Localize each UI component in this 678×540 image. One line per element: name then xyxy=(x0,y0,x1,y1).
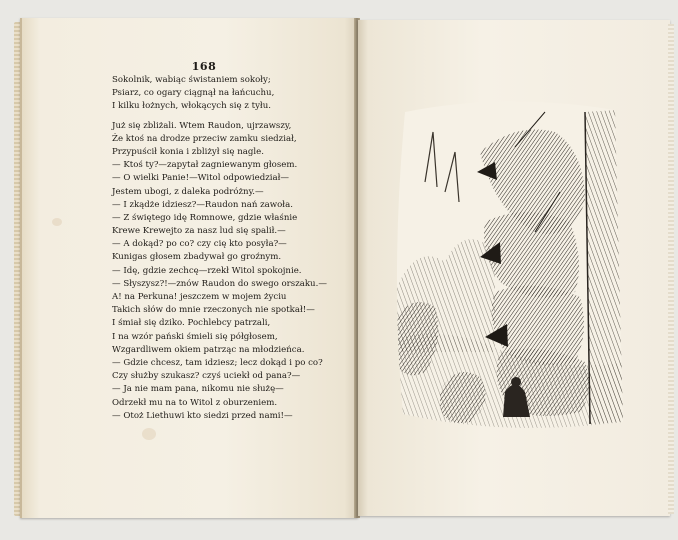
text-line: — Idę, gdzie zechcę—rzekł Witol spokojnie. xyxy=(112,265,302,276)
engraving-illustration xyxy=(385,92,625,432)
text-line: A! na Perkuna! jeszczem w mojem życiu xyxy=(112,292,287,302)
text-line: Czy służby szukasz? czyś uciekł od pana?— xyxy=(112,371,301,382)
text-line: Już się zbliżali. Wtem Raudon, ujrzawszy, xyxy=(112,120,292,131)
text-line: Takich słów do mnie rzeczonych nie spotkał!— xyxy=(112,305,315,316)
text-line: I na wzór pański śmieli się półgłosem, xyxy=(112,331,278,342)
foxing-spot xyxy=(142,428,156,440)
text-line: — Otoż Liethuwi kto siedzi przed nami!— xyxy=(112,410,293,421)
text-line: — Słyszysz?!—znów Raudon do swego orszaku.— xyxy=(112,278,327,289)
text-line: Wzgardliwem okiem patrząc na młodzieńca. xyxy=(112,344,305,355)
foxing-spot xyxy=(52,218,62,226)
text-line: — O wielki Panie!—Witol odpowiedział— xyxy=(112,173,290,184)
text-line: — Z świętego idę Romnowe, gdzie właśnie xyxy=(112,212,298,223)
text-line: — I zkądże idziesz?—Raudon nań zawoła. xyxy=(112,199,293,210)
page-number: 168 xyxy=(191,60,217,73)
text-line: — Ja nie mam pana, nikomu nie służę— xyxy=(112,384,284,395)
text-line: Sokolnik, wabiąc świstaniem sokoły; xyxy=(112,75,271,85)
text-line: Że ktoś na drodze przeciw zamku siedział, xyxy=(112,133,297,144)
text-line: Jestem ubogi, z daleka podróżny.— xyxy=(112,186,264,197)
text-line: Krewe Krewejto za nasz lud się spalił.— xyxy=(112,226,286,237)
poem-text xyxy=(112,74,327,423)
text-line: Odrzekł mu na to Witol z oburzeniem. xyxy=(112,397,278,408)
text-line: Przypuścił konia i zbliżył się nagle. xyxy=(112,146,264,157)
text-line: — Ktoś ty?—zapytał zagniewanym głosem. xyxy=(112,160,298,171)
text-line: I śmiał się dziko. Pochlebcy patrzali, xyxy=(112,318,271,329)
text-line: I kilku łożnych, włokących się z tyłu. xyxy=(112,101,271,112)
text-line: Psiarz, co ogary ciągnął na łańcuchu, xyxy=(112,88,275,99)
text-line: — Gdzie chcesz, tam idziesz; lecz dokąd i po co? xyxy=(112,357,323,368)
text-line: Kunigas głosem zbadywał go groźnym. xyxy=(112,252,282,263)
text-line: — A dokąd? po co? czy cię kto posyła?— xyxy=(112,239,287,250)
right-page-edges xyxy=(668,24,674,514)
